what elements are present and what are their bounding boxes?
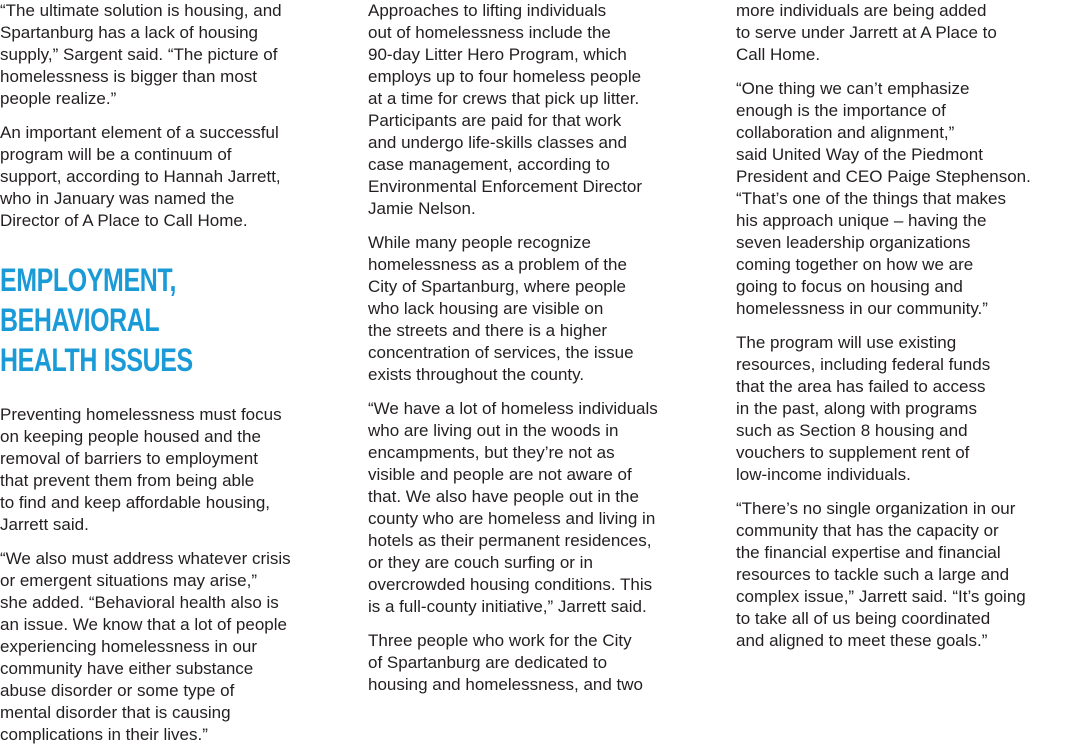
paragraph: The program will use existing resources, including federal funds that the area has failed to access in the past, along with programs such as Section 8 housing and vouchers to supplement rent of low-income individuals. bbox=[736, 333, 991, 484]
paragraph: “We have a lot of homeless individuals who are living out in the woods in encampments, but they’re not as visible and people are not aware of that. We also have people out in the county who are homeless and living in hotels as their permanent residences, or they are couch surfing or in overcrowded housing conditions. This is a full-county initiative,” Jarrett said. bbox=[368, 399, 658, 616]
paragraph: “We also must address whatever crisis or emergent situations may arise,” she added. “Behavioral health also is an issue. We know that a lot of people experiencing homelessness in our community have either substance abuse disorder or some type of mental disorder that is causing complications in their lives.” bbox=[0, 549, 291, 744]
paragraph: “One thing we can’t emphasize enough is the importance of collaboration and alignment,” said United Way of the Piedmont President and CEO Paige Stephenson. “That’s one of the things that makes his approach unique – having the seven leadership organizations coming together on how we are going to focus on housing and homelessness in our community.” bbox=[736, 79, 1031, 318]
paragraph: While many people recognize homelessness as a problem of the City of Spartanburg, where people who lack housing are visible on the streets and there is a higher concentration of services, the issue exists throughout the county. bbox=[368, 233, 634, 384]
article-column-2 bbox=[368, 0, 718, 696]
paragraph: Preventing homelessness must focus on keeping people housed and the removal of barriers to employment that prevent them from being able to find and keep affordable housing, Jarrett said. bbox=[0, 405, 282, 534]
article-column-1 bbox=[0, 0, 348, 746]
paragraph: “There’s no single organization in our community that has the capacity or the financial expertise and financial resources to tackle such a large and complex issue,” Jarrett said. “It’s going to take all of us being coordinated and aligned to meet these goals.” bbox=[736, 499, 1026, 650]
paragraph: Approaches to lifting individuals out of homelessness include the 90-day Litter Hero Program, which employs up to four homeless people at a time for crews that pick up litter. Participants are paid for that work and undergo life-skills classes and case management, according to Environmental Enforcement Director Jamie Nelson. bbox=[368, 1, 643, 218]
section-heading: EMPLOYMENT, BEHAVIORAL HEALTH ISSUES bbox=[0, 262, 193, 378]
paragraph: An important element of a successful program will be a continuum of support, according to Hannah Jarrett, who in January was named the Director of A Place to Call Home. bbox=[0, 123, 281, 230]
paragraph: “The ultimate solution is housing, and Spartanburg has a lack of housing supply,” Sargent said. “The picture of homelessness is bigger than most people realize.” bbox=[0, 1, 282, 108]
paragraph: more individuals are being added to serve under Jarrett at A Place to Call Home. bbox=[736, 1, 997, 64]
article-column-3 bbox=[736, 0, 1080, 652]
paragraph: Three people who work for the City of Spartanburg are dedicated to housing and homelessness, and two bbox=[368, 631, 644, 694]
